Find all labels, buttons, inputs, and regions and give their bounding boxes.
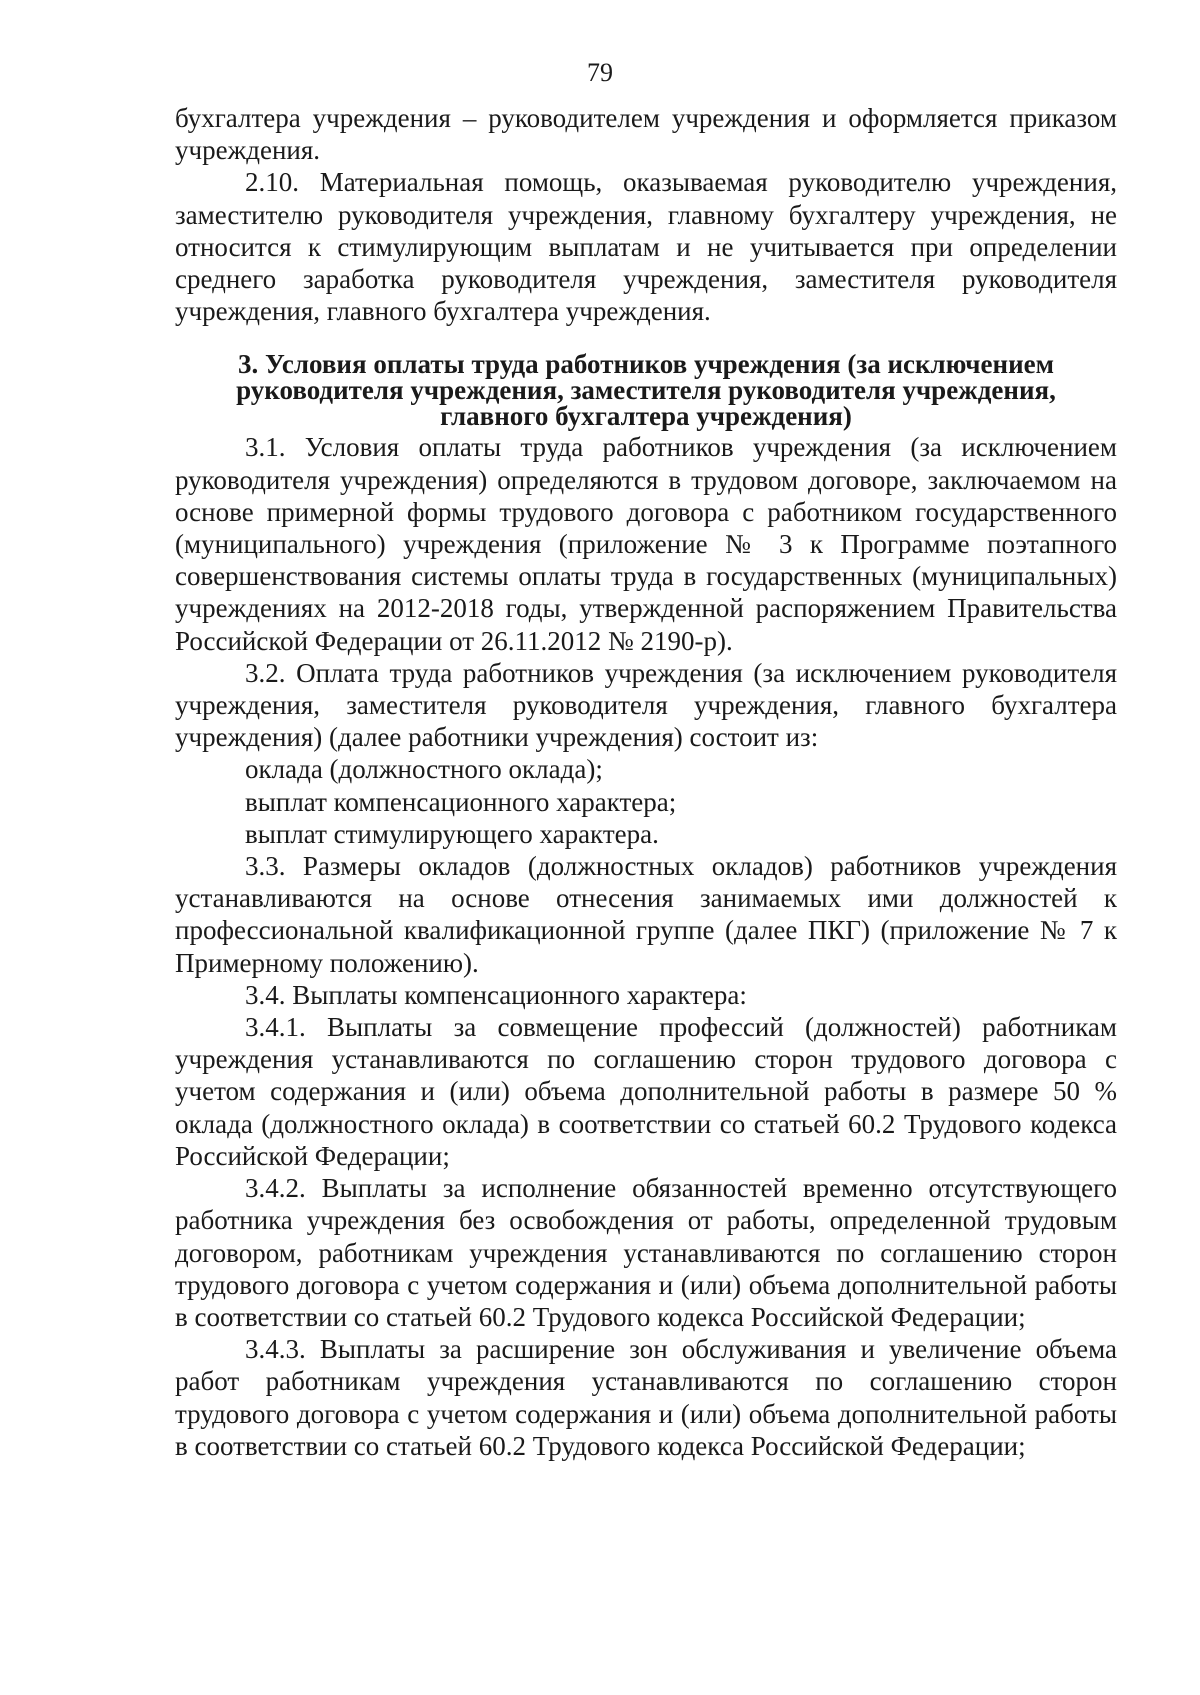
section-3-heading-line-1: 3. Условия оплаты труда работников учреждения (за исключением [237,349,1054,380]
paragraph-2-10: 2.10. Материальная помощь, оказываемая руководителю учреждения, заместителю руководителя учреждения, главному бухгалтеру учреждения, не относится к стимулирующим выплатам и не учитывается при определении среднего заработка руководителя учреждения, заместителя руководителя учреждения, главного бухгалтера учреждения. [175,167,1117,327]
paragraph-continuation: бухгалтера учреждения – руководителем учреждения и оформляется приказом учреждения. [175,103,1117,166]
section-3-heading [175,349,1117,432]
document-body [175,102,1117,1462]
paragraph-3-4-1: 3.4.1. Выплаты за совмещение профессий (должностей) работникам учреждения устанавливаются по соглашению сторон трудового договора с учетом содержания и (или) объема дополнительной работы в размере 50 % оклада (должностного оклада) в соответствии со статьей 60.2 Трудового кодекса Российской Федерации; [175,1012,1117,1171]
list-item-salary: оклада (должностного оклада); [245,754,603,785]
paragraph-3-4-2: 3.4.2. Выплаты за исполнение обязанностей временно отсутствующего работника учреждения без освобождения от работы, определенной трудовым договором, работникам учреждения устанавливаются по соглашению сторон трудового договора с учетом содержания и (или) объема дополнительной работы в соответствии со статьей 60.2 Трудового кодекса Российской Федерации; [175,1173,1117,1332]
paragraph-3-4-3: 3.4.3. Выплаты за расширение зон обслуживания и увеличение объема работ работникам учреждения устанавливаются по соглашению сторон трудового договора с учетом содержания и (или) объема дополнительной работы в соответствии со статьей 60.2 Трудового кодекса Российской Федерации; [175,1334,1117,1461]
paragraph-3-1: 3.1. Условия оплаты труда работников учреждения (за исключением руководителя учреждения) определяются в трудовом договоре, заключаемом на основе примерной формы трудового договора с работником государственного (муниципального) учреждения (приложение № 3 к Программе поэтапного совершенствования системы оплаты труда в государственных (муниципальных) учреждениях на 2012-2018 годы, утвержденной распоряжением Правительства Российской Федерации от 26.11.2012 № 2190-р). [175,432,1117,656]
section-3-heading-line-2: руководителя учреждения, заместителя руководителя учреждения, [236,375,1056,406]
paragraph-3-2: 3.2. Оплата труда работников учреждения (за исключением руководителя учреждения, заместителя руководителя учреждения, главного бухгалтера учреждения) (далее работники учреждения) состоит из: [175,657,1117,753]
list-item-incentive: выплат стимулирующего характера. [245,818,659,849]
paragraph-3-3: 3.3. Размеры окладов (должностных окладов) работников учреждения устанавливаются на основе отнесения занимаемых ими должностей к профессиональной квалификационной группе (далее ПКГ) (приложение № 7 к Примерному положению). [175,851,1117,978]
section-3-heading-line-3: главного бухгалтера учреждения) [440,401,852,432]
paragraph-3-4: 3.4. Выплаты компенсационного характера: [245,979,747,1010]
page-number: 79 [587,58,613,87]
list-item-compensation: выплат компенсационного характера; [245,786,677,817]
